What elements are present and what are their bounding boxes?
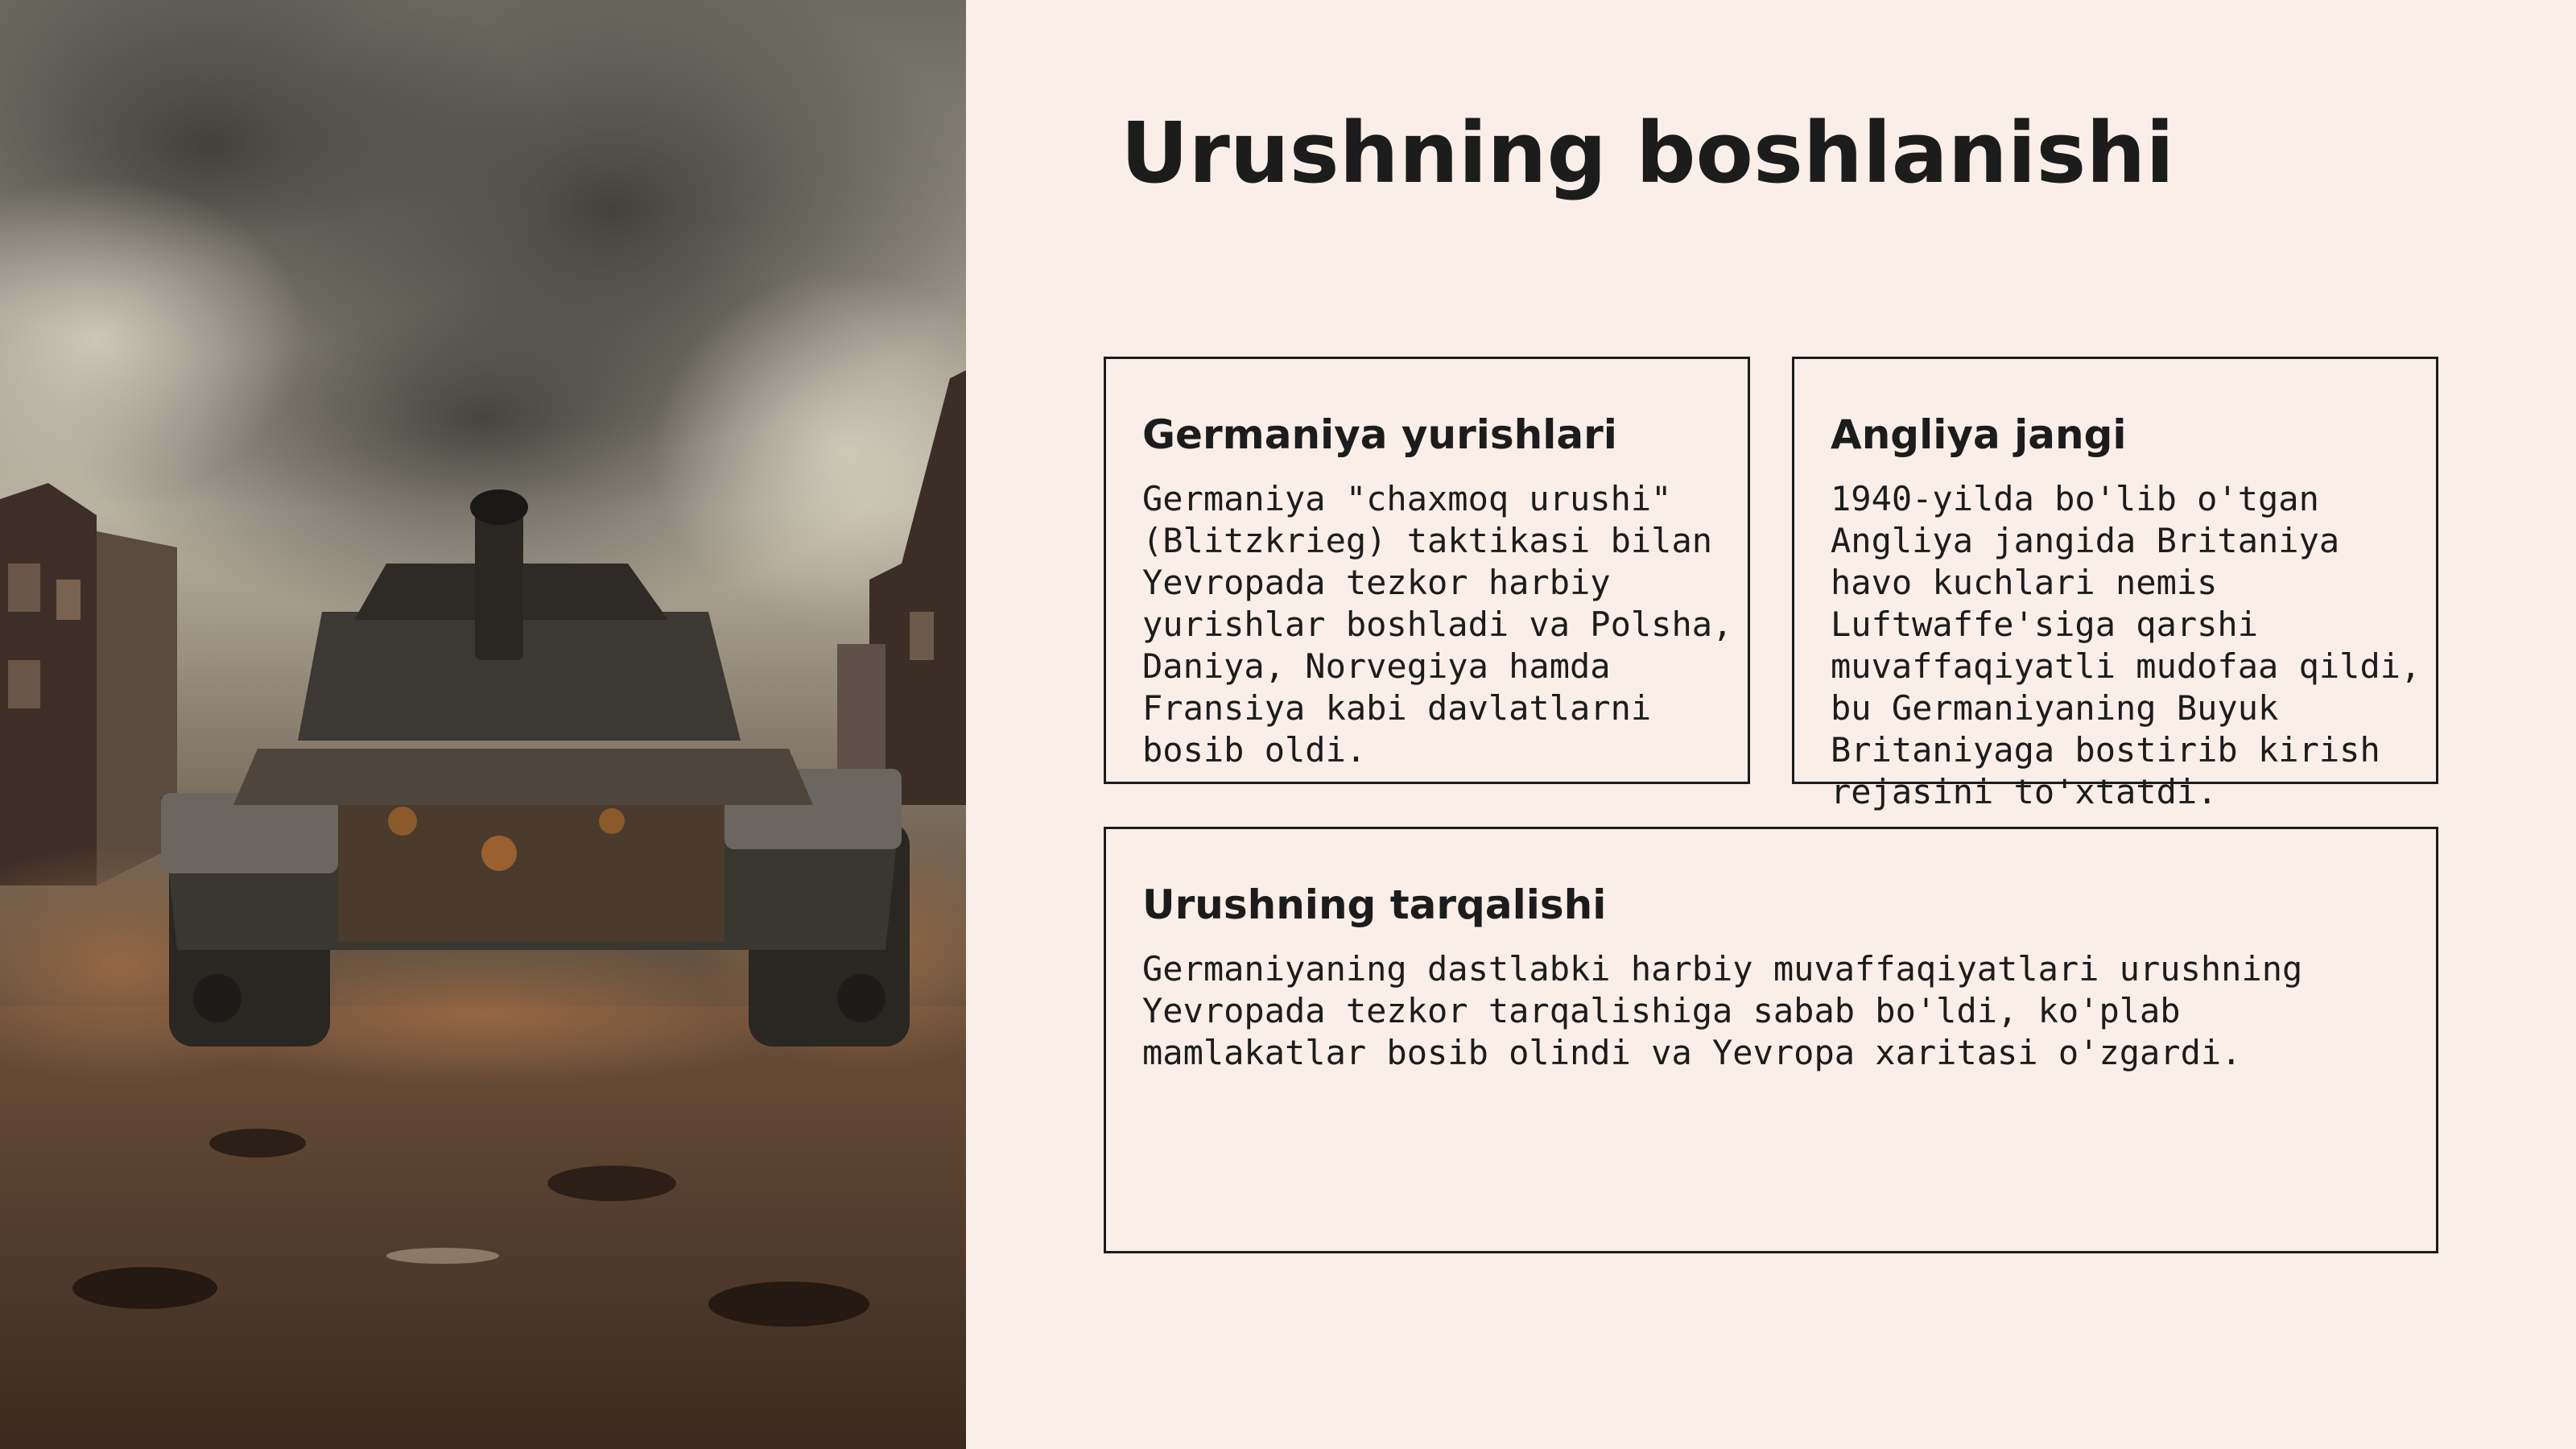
card-body: Germaniyaning dastlabki harbiy muvaffaqiyatlari urushning Yevropada tezkor tarqalishiga sabab bo'ldi, ko'plab mamlakatlar bosib olindi va Yevropa xaritasi o'zgardi. <box>1142 949 2303 1072</box>
card-heading: Angliya jangi <box>1831 411 2127 458</box>
card-body: Germaniya "chaxmoq urushi" (Blitzkrieg) taktikasi bilan Yevropada tezkor harbiy yurishlar boshladi va Polsha, Daniya, Norvegiya hamda Fransiya kabi davlatlarni bosib oldi. <box>1142 479 1733 770</box>
tank-photo <box>0 0 966 1449</box>
slide-title: Urushning boshlanishi <box>1121 104 2175 202</box>
card-heading: Germaniya yurishlari <box>1142 411 1617 458</box>
tank-in-smoke-illustration <box>0 0 966 1449</box>
card-urushning-tarqalishi <box>1104 827 2438 1253</box>
card-body: 1940-yilda bo'lib o'tgan Angliya jangida Britaniya havo kuchlari nemis Luftwaffe'siga qarshi muvaffaqiyatli mudofaa qildi, bu Germaniyaning Buyuk Britaniyaga bostirib kirish rejasini to'xtatdi. <box>1831 479 2421 811</box>
card-germaniya-yurishlari <box>1104 357 1750 784</box>
card-angliya-jangi <box>1792 357 2438 811</box>
card-heading: Urushning tarqalishi <box>1142 881 1607 928</box>
